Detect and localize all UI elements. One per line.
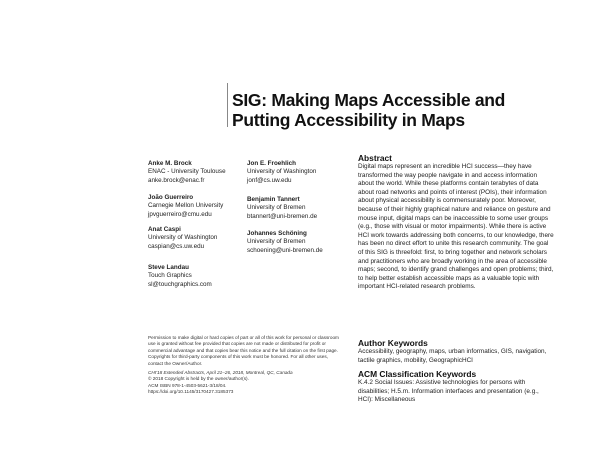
author-block: [247, 160, 316, 185]
author-affiliation: ENAC - University Toulouse: [148, 168, 226, 176]
title-rule: [227, 83, 228, 127]
author-affiliation: University of Bremen: [247, 204, 306, 212]
copyright-line: © 2018 Copyright is held by the owner/author(s).: [148, 376, 249, 382]
author-block: [148, 160, 226, 185]
isbn-line: ACM ISBN 978-1-4503-5621-3/18/04.: [148, 382, 227, 388]
author-block: [148, 194, 223, 219]
paper-title-line1: SIG: Making Maps Accessible and: [232, 90, 506, 110]
author-name: Anke M. Brock: [148, 160, 192, 167]
author-email[interactable]: jonf@cs.uw.edu: [247, 176, 292, 184]
author-block: [148, 264, 212, 289]
author-email[interactable]: caspian@cs.uw.edu: [148, 242, 205, 250]
author-block: [247, 230, 323, 255]
author-affiliation: University of Washington: [247, 168, 317, 176]
author-keywords-text: Accessibility, geography, maps, urban informatics, GIS, navigation, tactile graphics, mobility, GeographicHCI: [358, 348, 547, 364]
permission-text: Permission to make digital or hard copies of part or all of this work for personal or classroom use is granted without fee provided that copies are not made or distributed for profit or commercial advantage and that copies bear this notice and the full citation on the first page. Copyrights for third-party components of this work must be honored. For all other uses, contact the Owner/Author.: [148, 335, 339, 366]
author-keywords-heading: Author Keywords: [358, 338, 428, 348]
author-name: João Guerreiro: [148, 194, 194, 201]
author-name: Johannes Schöning: [247, 230, 307, 237]
paper-title: [232, 90, 562, 130]
permission-notice: [148, 335, 344, 396]
acm-classification-text: K.4.2 Social Issues: Assistive technologies for persons with disabilities; H.5.m. Information interfaces and presentation (e.g., HCI): Miscellaneous: [358, 379, 539, 404]
author-name: Jon E. Froehlich: [247, 160, 296, 167]
author-name: Benjamin Tannert: [247, 196, 300, 203]
author-email[interactable]: anke.brock@enac.fr: [148, 176, 205, 184]
author-email[interactable]: sl@touchgraphics.com: [148, 280, 212, 288]
author-name: Steve Landau: [148, 264, 189, 271]
abstract-text: Digital maps represent an incredible HCI success—they have transformed the way people navigate in and access information about the world. While these platforms contain terabytes of data about road networks and points of interest (POIs), their information about physical accessibility is commensurately poor. Moreover, because of their highly graphical nature and reliance on gesture and mouse input, digital maps can be inaccessible to some user groups (e.g., those with visual or motor impairments). While there is active HCI work towards addressing both concerns, to our knowledge, there has been no direct effort to unite this research community. The goal of this SIG is threefold: first, to bring together and network scholars and practitioners who are broadly working in the area of accessible maps; second, to identify grand challenges and open problems; third, to help better establish accessible maps as a valuable topic with important HCI-related research problems.: [358, 163, 554, 291]
abstract-section: [358, 153, 554, 292]
author-keywords-section: [358, 338, 554, 365]
doi-link[interactable]: https://doi.org/10.1145/3170427.3185373: [148, 389, 234, 395]
acm-classification-section: [358, 369, 554, 405]
author-affiliation: University of Washington: [148, 234, 218, 242]
author-affiliation: University of Bremen: [247, 238, 306, 246]
venue-line: CHI'18 Extended Abstracts, April 21–26, 2018, Montreal, QC, Canada: [148, 370, 293, 376]
author-email[interactable]: schoening@uni-bremen.de: [247, 246, 323, 254]
author-block: [247, 196, 317, 221]
abstract-heading: Abstract: [358, 153, 392, 163]
author-affiliation: Carnegie Mellon University: [148, 202, 224, 210]
author-block: [148, 226, 217, 251]
author-name: Anat Caspi: [148, 226, 181, 233]
author-email[interactable]: jpvguerreiro@cmu.edu: [148, 210, 212, 218]
acm-classification-heading: ACM Classification Keywords: [358, 369, 477, 379]
paper-title-line2: Putting Accessibility in Maps: [232, 110, 465, 130]
author-email[interactable]: btannert@uni-bremen.de: [247, 212, 318, 220]
author-affiliation: Touch Graphics: [148, 272, 192, 280]
